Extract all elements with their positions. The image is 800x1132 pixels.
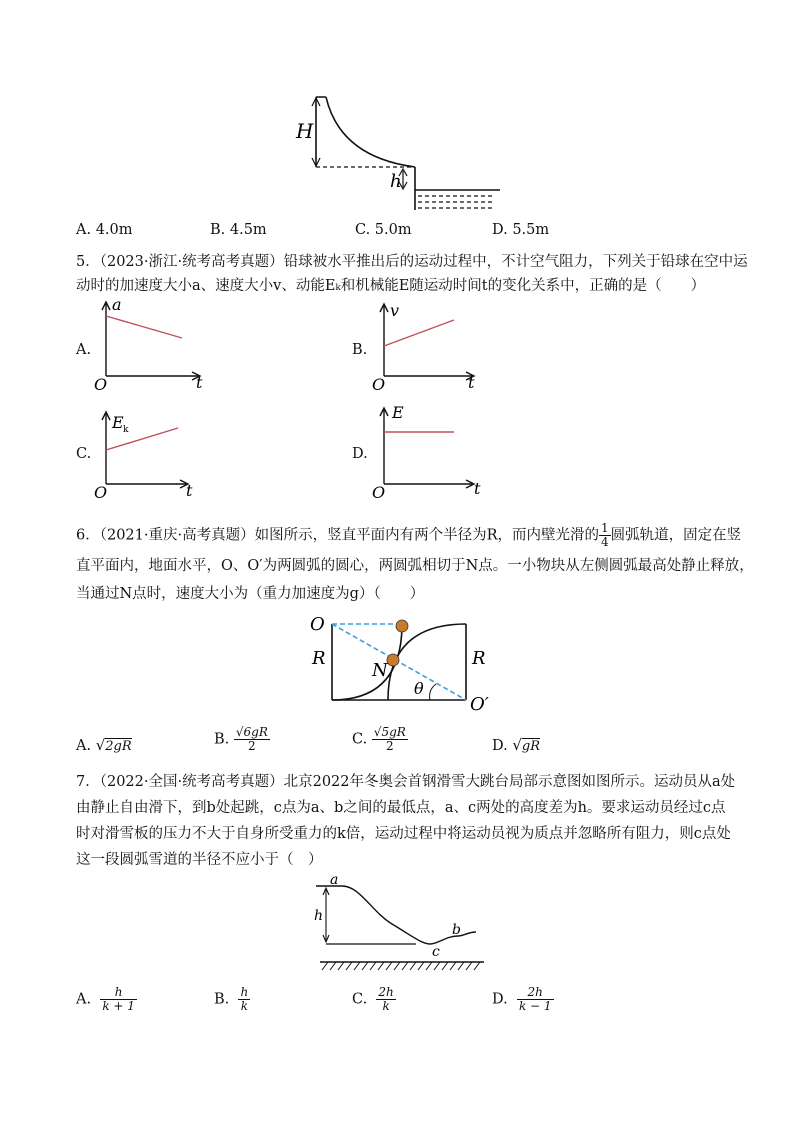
q7-option-c[interactable]: C. $\frac{2h}{k}$ — [352, 985, 394, 1013]
q6-label-O-prime: O′ — [470, 694, 489, 715]
q4-option-c[interactable]: C. 5.0m — [355, 222, 412, 238]
q7-option-d[interactable]: D. $\frac{2h}{k - 1}$ — [492, 985, 552, 1013]
q6-option-c[interactable]: C. $\frac{√5gR}{2}$ — [352, 725, 406, 753]
q4-option-d[interactable]: D. 5.5m — [492, 222, 550, 238]
q6-ball-top — [396, 620, 408, 632]
q5-graph-a-ylabel: a — [112, 295, 122, 314]
q5-option-b-letter[interactable]: B. — [352, 342, 368, 358]
q6-stem-line3: 当通过N点时，速度大小为（重力加速度为g）（ ） — [76, 586, 425, 602]
q5-graph-c-origin: O — [94, 483, 108, 502]
q6-stem-line2: 直平面内，地面水平，O、O′为两圆弧的圆心，两圆弧相切于N点。一小物块从左侧圆弧最高处静止释放， — [76, 558, 754, 574]
q5-graph-b-ylabel: v — [390, 301, 400, 320]
q7-label-h: h — [314, 908, 324, 924]
q5-graph-b-line — [384, 320, 454, 346]
q5-graph-a[interactable] — [92, 295, 212, 394]
q5-graph-a-xlabel: t — [196, 373, 203, 392]
q5-graph-c-xlabel: t — [186, 481, 193, 500]
q7-label-a: a — [330, 872, 339, 888]
q7-label-b: b — [452, 922, 461, 938]
q5-graph-b[interactable] — [372, 300, 492, 394]
q6-label-N: N — [372, 660, 388, 681]
q6-stem-line1: 6．（2021·重庆·高考真题）如图所示，竖直平面内有两个半径为R，而内壁光滑的 $\frac{1}{4}$ 圆弧轨道，固定在竖 — [76, 521, 742, 549]
q6-option-d[interactable]: D. √gR — [492, 736, 541, 754]
q5-graph-c-ylabel-sub: k — [123, 425, 129, 435]
q5-graph-d[interactable] — [372, 403, 492, 502]
q5-graph-c[interactable] — [94, 408, 204, 500]
q5-graph-c-ylabel: E — [112, 413, 124, 432]
q5-stem-line1: 5．（2023·浙江·统考高考真题）铅球被水平推出后的运动过程中，不计空气阻力，下列关于铅球在空中运 — [76, 254, 748, 270]
q5-graph-a-line — [106, 316, 182, 338]
q4-figure — [290, 92, 510, 212]
q7-stem-line2: 由静止自由滑下，到b处起跳，c点为a、b之间的最低点，a、c两处的高度差为h。要求运动员经过c点 — [76, 800, 726, 816]
q4-option-b[interactable]: B. 4.5m — [210, 222, 267, 238]
q6-label-O: O — [310, 614, 325, 635]
q5-option-d-letter[interactable]: D. — [352, 446, 368, 462]
q7-stem-line4: 这一段圆弧雪道的半径不应小于（ ） — [76, 852, 323, 868]
q5-graph-d-origin: O — [372, 483, 386, 502]
q5-graph-d-ylabel: E — [392, 403, 404, 422]
q7-stem-line3: 时对滑雪板的压力不大于自身所受重力的k倍，运动过程中将运动员视为质点并忽略所有阻力，则c点处 — [76, 826, 731, 842]
q6-figure — [310, 612, 500, 715]
q4-label-H: H — [296, 119, 314, 143]
q5-graph-d-xlabel: t — [474, 479, 481, 498]
q7-figure — [312, 872, 492, 972]
q7-option-a[interactable]: A. $\frac{h}{k + 1}$ — [76, 985, 135, 1013]
q4-label-h: h — [390, 171, 402, 192]
q6-quarter-fraction: $\frac{1}{4}$ — [601, 521, 609, 549]
q7-option-b[interactable]: B. $\frac{h}{k}$ — [214, 985, 249, 1013]
q5-stem-line2: 动时的加速度大小a、速度大小v、动能Eₖ和机械能E随运动时间t的变化关系中，正确的是（ ） — [76, 278, 706, 294]
q5-graph-a-origin: O — [94, 375, 108, 394]
q7-stem-line1: 7．（2022·全国·统考高考真题）北京2022年冬奥会首钢滑雪大跳台局部示意图如图所示。运动员从a处 — [76, 774, 736, 790]
q6-label-R-left: R — [312, 648, 326, 669]
q5-option-a-letter[interactable]: A. — [76, 342, 92, 358]
q5-graph-b-xlabel: t — [468, 373, 475, 392]
q6-ball-n — [387, 654, 399, 666]
q6-label-R-right: R — [472, 648, 486, 669]
q4-option-a[interactable]: A. 4.0m — [76, 222, 133, 238]
q6-option-b[interactable]: B. $\frac{√6gR}{2}$ — [214, 725, 268, 753]
q6-option-a[interactable]: A. √2gR — [76, 736, 132, 754]
q6-label-theta: θ — [414, 679, 424, 698]
q5-option-c-letter[interactable]: C. — [76, 446, 92, 462]
q5-graph-b-origin: O — [372, 375, 386, 394]
q7-label-c: c — [432, 944, 440, 960]
